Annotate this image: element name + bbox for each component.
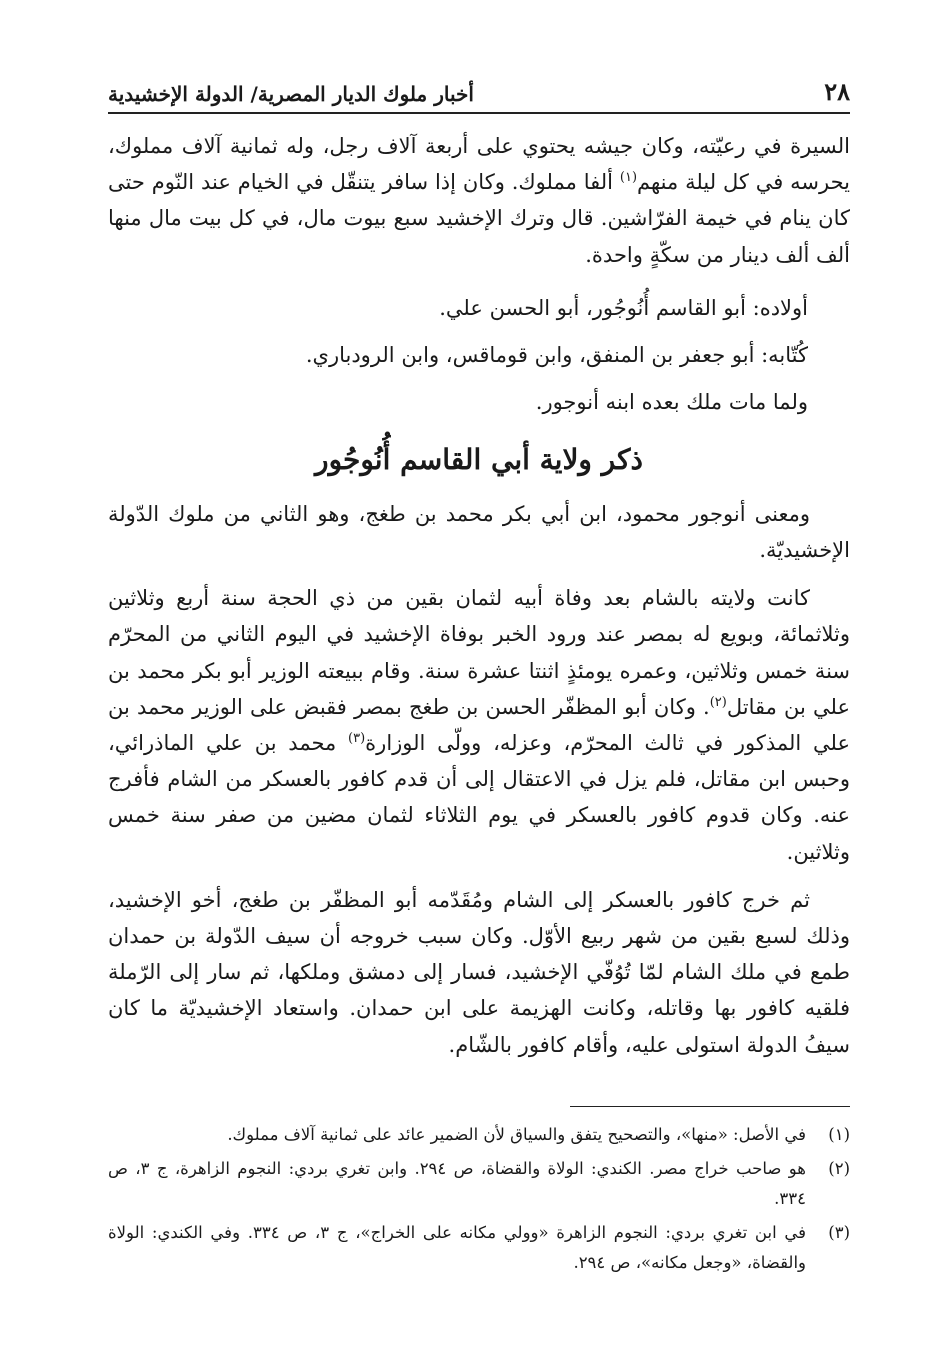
- paragraph-1-text: السيرة في رعيّته، وكان جيشه يحتوي على أربعة آلاف رجل، وله ثمانية آلاف مملوك، يحرسه في كل ليلة منهم: [108, 134, 850, 195]
- footnote-ref-3: (٣): [348, 731, 366, 747]
- footnote-2: [108, 1154, 850, 1214]
- paragraph-3: [108, 580, 850, 870]
- main-text: [108, 128, 850, 1063]
- footnote-mark: (٢): [828, 1159, 850, 1178]
- section-heading: ذكر ولاية أبي القاسم أُنُوجُور: [315, 442, 643, 476]
- paragraph-2: ومعنى أنوجور محمود، ابن أبي بكر محمد بن طغج، وهو الثاني من ملوك الدّولة الإخشيديّة.: [108, 501, 850, 563]
- footnote-mark: (١): [828, 1125, 850, 1144]
- running-header: [108, 78, 850, 114]
- footnote-ref-1: (١): [619, 170, 638, 186]
- running-title: أخبار ملوك الديار المصرية/ الدولة الإخشيدية: [108, 82, 474, 106]
- footnote-text: هو صاحب خراج مصر. الكندي: الولاة والقضاة، ص ٢٩٤. وابن تغري بردي: النجوم الزاهرة، ج ٣، ص ٣٣٤.: [108, 1159, 806, 1208]
- footnote-mark: (٣): [828, 1223, 850, 1242]
- page-number: ٢٨: [824, 77, 850, 106]
- succession-line: ولما مات ملك بعده ابنه أنوجور.: [535, 389, 808, 414]
- footnote-divider: [570, 1106, 850, 1107]
- paragraph-4: ثم خرج كافور بالعسكر إلى الشام ومُقَدّمه أبو المظفّر بن طغج، أخو الإخشيد، وذلك لسبع بقين من شهر ربيع الأوّل. وكان سبب خروجه أن سيف الدّولة بن حمدان طمع في ملك الشام لمّا تُوُفّي الإخشيد، فسار إلى دمشق وملكها، ثم سار إلى الرّملة فلقيه كافور بها وقاتله، وكانت الهزيمة على ابن حمدان. واستعاد الإخشيديّة ما كان سيفُ الدولة استولى عليه، وأقام كافور بالشّام.: [108, 887, 850, 1057]
- paragraph-3-text-c: محمد بن علي الماذرائي، وحبس ابن مقاتل، فلم يزل في الاعتقال إلى أن قدم كافور بالعسكر من الشام فأفرج عنه. وكان قدوم كافور بالعسكر في يوم الثلاثاء لثمان مضين من صفر سنة خمس وثلاثين.: [108, 731, 850, 864]
- footnote-text: في الأصل: «منها»، والتصحيح يتفق والسياق لأن الضمير عائد على ثمانية آلاف مملوك.: [227, 1125, 806, 1144]
- footnotes: [108, 1120, 850, 1282]
- paragraph-3-text-b: . وكان أبو المظفّر الحسن بن طغج بمصر فقبض على الوزير محمد بن علي المذكور في ثالث المحرّم، وعزله، وولّى الوزارة: [108, 694, 850, 756]
- paragraph-3-text-a: كانت ولايته بالشام بعد وفاة أبيه لثمان بقين من ذي الحجة سنة أربع وثلاثين وثلاثمائة، وبويع له بمصر عند ورود الخبر بوفاة الإخشيد في اليوم الثاني من المحرّم سنة خمس وثلاثين، وعمره يومئذٍ اثنتا عشرة سنة. وقام ببيعته الوزير أبو بكر محمد بن علي بن مقاتل: [108, 586, 851, 719]
- paragraph-1-text-end: ألفا مملوك. وكان إذا سافر يتنقّل في الخيام عند النّوم حتى كان ينام في خيمة الفرّاشين. قال وترك الإخشيد سبع بيوت مال، في كل بيت مال منها ألف ألف دينار من سكّةٍ واحدة.: [108, 170, 850, 267]
- footnote-ref-2: (٢): [709, 694, 727, 710]
- children-line: أولاده: أبو القاسم أُنُوجُور، أبو الحسن علي.: [439, 295, 808, 320]
- footnote-text: في ابن تغري بردي: النجوم الزاهرة «وولي مكانه على الخراج»، ج ٣، ص ٣٣٤. وفي الكندي: الولاة والقضاة، «وجعل مكانه»، ص ٢٩٤.: [108, 1223, 806, 1272]
- footnote-3: [108, 1218, 850, 1278]
- footnote-1: [108, 1120, 850, 1150]
- scribes-line: كُتّابه: أبو جعفر بن المنفق، وابن قوماقس، وابن الرودباري.: [305, 342, 808, 367]
- paragraph-1: [108, 128, 850, 273]
